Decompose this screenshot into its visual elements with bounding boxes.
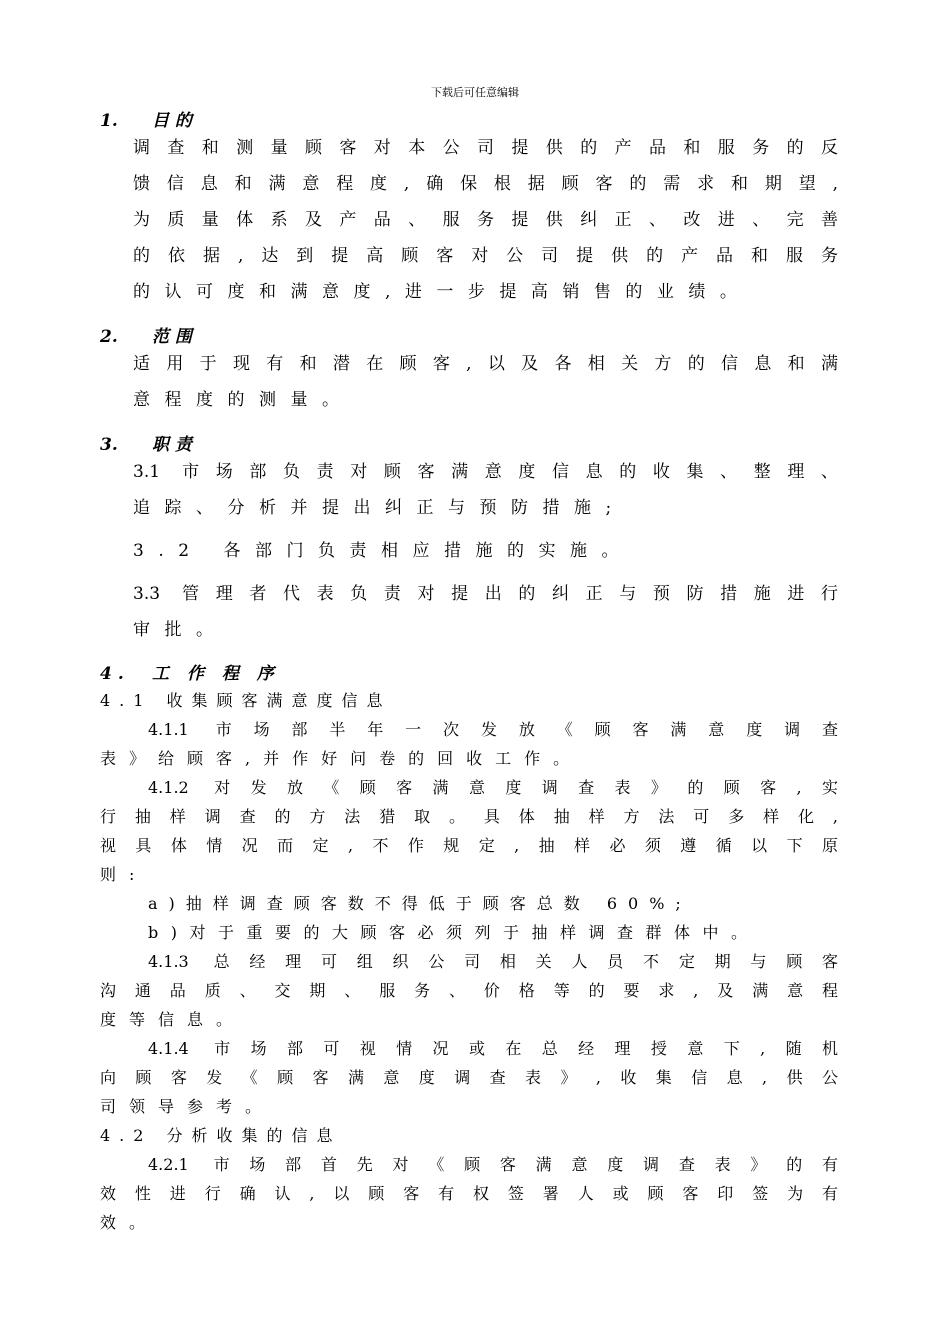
section-1-number: 1. [100,111,118,131]
paragraph-line: 意程度的测量。 [133,390,354,410]
paragraph-line: 馈信息和满意程度,确保根据顾客的需求和期望, [133,174,838,194]
paragraph-line: 4.1.3 总经理可组织公司相关人员不定期与顾客 [148,952,838,971]
section-4-number: 4. [100,664,130,684]
paragraph-line: 3.3 管理者代表负责对提出的纠正与预防措施进行 [133,584,838,604]
paragraph-line: 沟通品质、交期、服务、价格等的要求,及满意程 [100,981,838,1000]
paragraph-line: 效。 [100,1213,159,1232]
paragraph-line: 则: [100,865,148,884]
section-3-heading [100,430,192,455]
paragraph-line: 追踪、分析并提出纠正与预防措施; [133,498,626,518]
paragraph-line: 度等信息。 [100,1010,246,1029]
section-2-number: 2. [100,327,118,347]
subsection-heading: 4.1 收集顾客满意度信息 [100,691,392,710]
paragraph-line: 适用于现有和潜在顾客,以及各相关方的信息和满 [133,354,838,374]
paragraph-line: 效性进行确认,以顾客有权签署人或顾客印签为有 [100,1184,838,1203]
list-item: b)对于重要的大顾客必须列于抽样调查群体中。 [148,923,760,942]
section-3-title: 职 责 [152,435,192,455]
section-2-heading [100,322,192,347]
paragraph-line: 3.2 各部门负责相应措施的实施。 [133,541,633,561]
section-4-title: 工 作 程 序 [152,664,280,684]
paragraph-line: 行抽样调查的方法猎取。具体抽样方法可多样化, [100,807,838,826]
section-2-title: 范 围 [152,327,192,347]
paragraph-line: 的依据,达到提高顾客对公司提供的产品和服务 [133,246,838,266]
section-1-title: 目 的 [152,111,192,131]
paragraph-line: 的认可度和满意度,进一步提高销售的业绩。 [133,282,752,302]
section-4-heading [100,659,280,684]
section-3-number: 3. [100,435,118,455]
paragraph-line: 4.1.2 对发放《顾客满意度调查表》的顾客,实 [148,778,838,797]
paragraph-line: 为质量体系及产品、服务提供纠正、改进、完善 [133,210,838,230]
paragraph-line: 审批。 [133,620,228,640]
paragraph-line: 视具体情况而定,不作规定,抽样必须遵循以下原 [100,836,838,855]
section-1-heading [100,106,192,131]
page-header: 下载后可任意编辑 [431,86,519,99]
paragraph-line: 司领导参考。 [100,1097,275,1116]
subsection-heading: 4.2 分析收集的信息 [100,1126,342,1145]
list-item: a)抽样调查顾客数不得低于顾客总数 60%; [148,894,692,913]
paragraph-line: 4.1.1 市场部半年一次发放《顾客满意度调查 [148,720,838,739]
paragraph-line: 4.1.4 市场部可视情况或在总经理授意下,随机 [148,1039,838,1058]
paragraph-line: 表》给顾客,并作好问卷的回收工作。 [100,749,583,768]
paragraph-line: 3.1 市场部负责对顾客满意度信息的收集、整理、 [133,462,838,482]
paragraph-line: 调查和测量顾客对本公司提供的产品和服务的反 [133,138,838,158]
paragraph-line: 向顾客发《顾客满意度调查表》,收集信息,供公 [100,1068,838,1087]
paragraph-line: 4.2.1 市场部首先对《顾客满意度调查表》的有 [148,1155,838,1174]
